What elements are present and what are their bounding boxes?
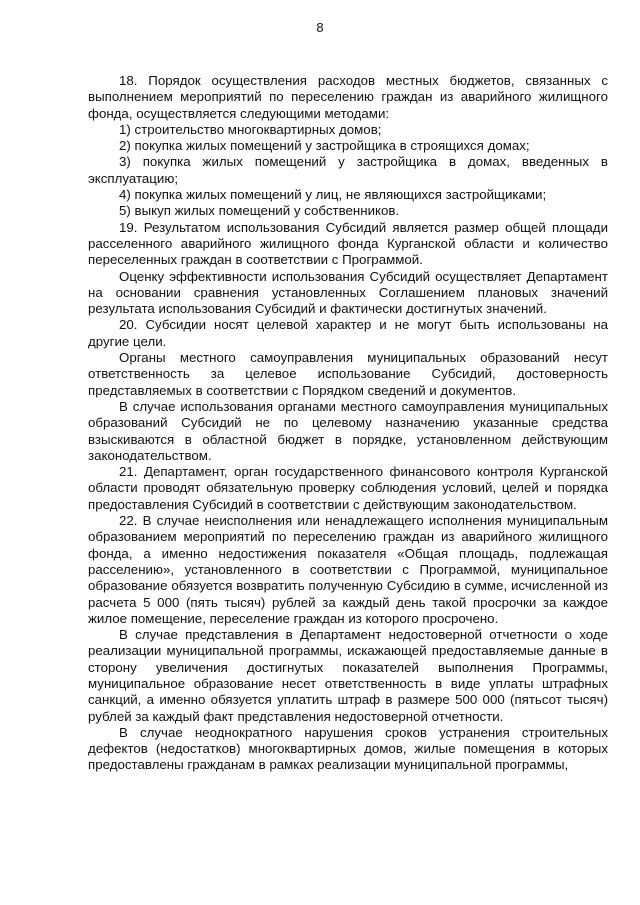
paragraph-22: 22. В случае неисполнения или ненадлежащего исполнения муниципальным образованием мероприятий по переселению граждан из аварийного жилищного фонда, а именно недостижения показателя «Общая площадь, подлежащая расселению», установленного в соответствии с Программой, муниципальное образование обязуется возвратить полученную Субсидию в сумме, исчисленной из расчета 5 000 (пять тысяч) рублей за каждый день такой просрочки за каждое жилое помещение, переселение граждан из которого просрочено. [88,513,608,626]
paragraph-false-reporting: В случае представления в Департамент недостоверной отчетности о ходе реализации муниципальной программы, искажающей предоставляемые данные в сторону увеличения достигнутых показателей выполнения Программы, муниципальное образование несет ответственность в виде уплаты штрафных санкций, а именно обязуется уплатить штраф в размере 500 000 (пятьсот тысяч) рублей за каждый факт представления недостоверной отчетности. [88,627,608,724]
paragraph-18: 18. Порядок осуществления расходов местных бюджетов, связанных с выполнением мероприятий по переселению граждан из аварийного жилищного фонда, осуществляется следующими методами: [88,73,608,121]
list-item-5: 5) выкуп жилых помещений у собственников. [119,203,400,219]
paragraph-responsibility: Органы местного самоуправления муниципальных образований несут ответственность за целевое использование Субсидий, достоверность представляемых в соответствии с Порядком сведений и документов. [88,350,608,398]
list-item-4: 4) покупка жилых помещений у лиц, не являющихся застройщиками; [119,187,547,203]
paragraph-evaluation: Оценку эффективности использования Субсидий осуществляет Департамент на основании сравнения установленных Соглашением плановых значений результата использования Субсидий и фактически достигнутых значений. [88,268,608,317]
paragraph-defects: В случае неоднократного нарушения сроков устранения строительных дефектов (недостатков) многоквартирных домов, жилые помещения в которых предоставлены гражданам в рамках реализации муниципальной программы, [88,724,608,773]
list-item-3: 3) покупка жилых помещений у застройщика в домах, введенных в эксплуатацию; [88,154,608,186]
paragraph-19: 19. Результатом использования Субсидий является размер общей площади расселенного аварийного жилищного фонда Курганской области и количество переселенных граждан в соответствии с Программой. [88,219,608,268]
page-number: 8 [316,20,324,35]
list-item-1: 1) строительство многоквартирных домов; [119,121,382,137]
paragraph-20: 20. Субсидии носят целевой характер и не могут быть использованы на другие цели. [88,317,608,349]
paragraph-recovery: В случае использования органами местного самоуправления муниципальных образований Субсидий не по целевому назначению указанные средства взыскиваются в областной бюджет в порядке, установленном действующим законодательством. [88,398,608,463]
body-text [88,73,608,774]
list-item-2: 2) покупка жилых помещений у застройщика в строящихся домах; [119,138,530,154]
paragraph-21: 21. Департамент, орган государственного финансового контроля Курганской области проводят обязательную проверку соблюдения условий, целей и порядка предоставления Субсидий в соответствии с действующим законодательством. [88,464,608,512]
